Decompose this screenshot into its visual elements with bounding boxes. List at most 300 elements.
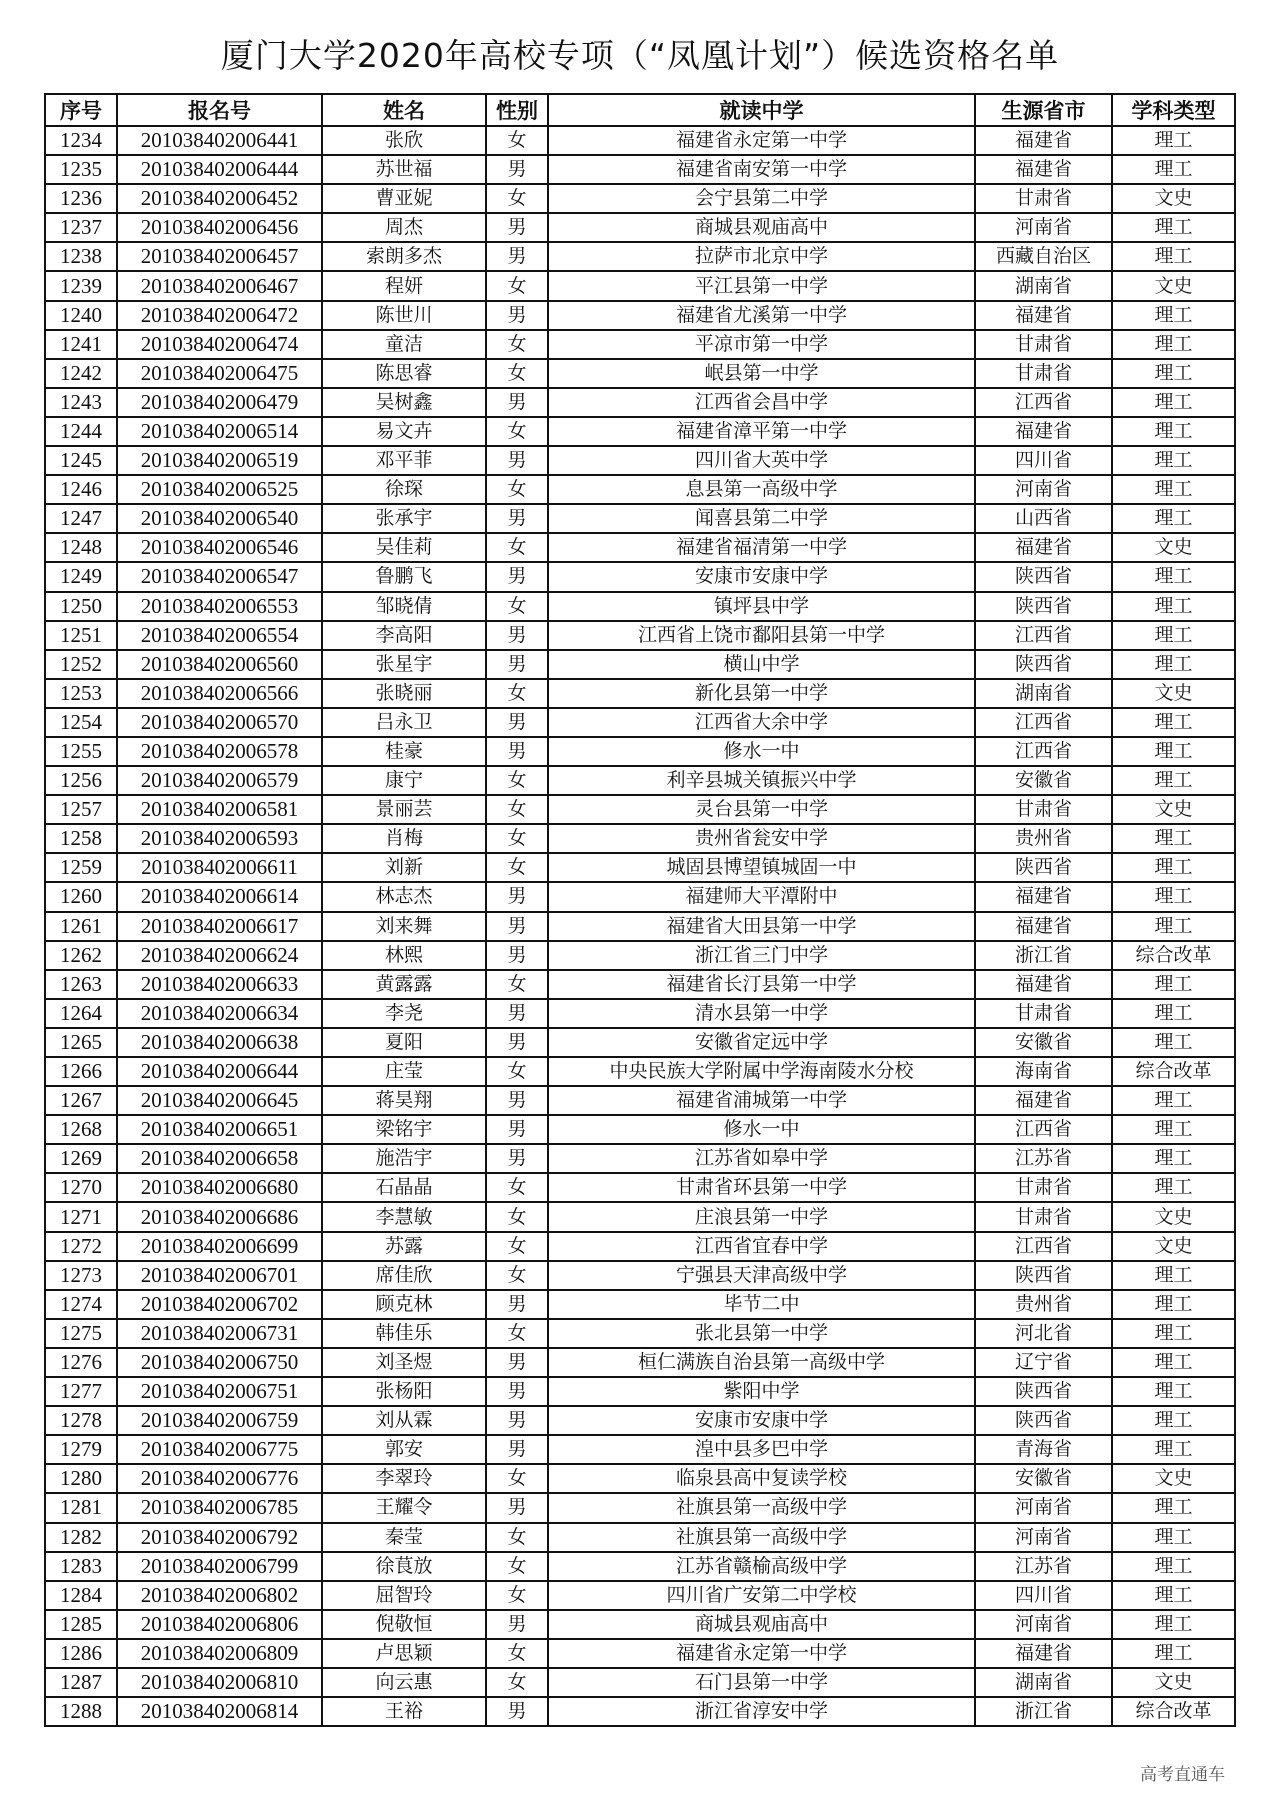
registration-no-cell: 201038402006686 (117, 1202, 322, 1231)
province-cell: 湖南省 (975, 1668, 1112, 1697)
name-cell: 童洁 (322, 330, 486, 359)
name-cell: 苏露 (322, 1232, 486, 1261)
school-cell: 江西省宜春中学 (548, 1232, 975, 1261)
subject-type-cell: 理工 (1112, 562, 1235, 591)
gender-cell: 女 (486, 184, 548, 213)
subject-type-cell: 理工 (1112, 126, 1235, 155)
seq-cell: 1283 (45, 1552, 117, 1581)
registration-no-cell: 201038402006645 (117, 1086, 322, 1115)
subject-type-cell: 理工 (1112, 155, 1235, 184)
gender-cell: 男 (486, 1115, 548, 1144)
school-cell: 岷县第一中学 (548, 359, 975, 388)
seq-cell: 1251 (45, 621, 117, 650)
seq-cell: 1281 (45, 1493, 117, 1522)
school-cell: 横山中学 (548, 650, 975, 679)
gender-cell: 男 (486, 1144, 548, 1173)
name-cell: 邹晓倩 (322, 592, 486, 621)
table-row (45, 853, 1235, 882)
seq-cell: 1276 (45, 1348, 117, 1377)
province-cell: 陕西省 (975, 1261, 1112, 1290)
subject-type-cell: 理工 (1112, 1290, 1235, 1319)
subject-type-cell: 理工 (1112, 330, 1235, 359)
subject-type-cell: 理工 (1112, 1377, 1235, 1406)
subject-type-cell: 理工 (1112, 213, 1235, 242)
school-cell: 甘肃省环县第一中学 (548, 1173, 975, 1202)
subject-type-cell: 理工 (1112, 853, 1235, 882)
name-cell: 李尧 (322, 999, 486, 1028)
registration-no-cell: 201038402006750 (117, 1348, 322, 1377)
table-row (45, 912, 1235, 941)
name-cell: 张欣 (322, 126, 486, 155)
registration-no-cell: 201038402006814 (117, 1697, 322, 1726)
seq-cell: 1273 (45, 1261, 117, 1290)
gender-cell: 女 (486, 1552, 548, 1581)
province-cell: 福建省 (975, 912, 1112, 941)
name-cell: 徐琛 (322, 475, 486, 504)
province-cell: 四川省 (975, 446, 1112, 475)
gender-cell: 女 (486, 1523, 548, 1552)
table-row (45, 1319, 1235, 1348)
gender-cell: 男 (486, 1406, 548, 1435)
school-cell: 福建省漳平第一中学 (548, 417, 975, 446)
name-cell: 桂豪 (322, 737, 486, 766)
name-cell: 李翠玲 (322, 1464, 486, 1493)
school-cell: 修水一中 (548, 1115, 975, 1144)
subject-type-cell: 理工 (1112, 359, 1235, 388)
seq-cell: 1270 (45, 1173, 117, 1202)
table-row (45, 1028, 1235, 1057)
table-row (45, 1261, 1235, 1290)
gender-cell: 女 (486, 475, 548, 504)
name-cell: 刘从霖 (322, 1406, 486, 1435)
name-cell: 景丽芸 (322, 795, 486, 824)
gender-cell: 男 (486, 882, 548, 911)
school-cell: 镇坪县中学 (548, 592, 975, 621)
school-cell: 安徽省定远中学 (548, 1028, 975, 1057)
registration-no-cell: 201038402006701 (117, 1261, 322, 1290)
header-school: 就读中学 (548, 94, 975, 126)
watermark-text: 高考直通车 (1140, 1765, 1225, 1785)
subject-type-cell: 综合改革 (1112, 1057, 1235, 1086)
province-cell: 福建省 (975, 970, 1112, 999)
gender-cell: 男 (486, 446, 548, 475)
province-cell: 河南省 (975, 1610, 1112, 1639)
registration-no-cell: 201038402006806 (117, 1610, 322, 1639)
seq-cell: 1260 (45, 882, 117, 911)
subject-type-cell: 文史 (1112, 271, 1235, 300)
name-cell: 李慧敏 (322, 1202, 486, 1231)
table-row (45, 708, 1235, 737)
gender-cell: 女 (486, 970, 548, 999)
school-cell: 毕节二中 (548, 1290, 975, 1319)
province-cell: 安徽省 (975, 766, 1112, 795)
registration-no-cell: 201038402006441 (117, 126, 322, 155)
registration-no-cell: 201038402006614 (117, 882, 322, 911)
subject-type-cell: 理工 (1112, 882, 1235, 911)
table-row (45, 504, 1235, 533)
name-cell: 陈世川 (322, 301, 486, 330)
table-row (45, 1464, 1235, 1493)
province-cell: 江西省 (975, 737, 1112, 766)
school-cell: 闻喜县第二中学 (548, 504, 975, 533)
table-row (45, 1493, 1235, 1522)
name-cell: 黄露露 (322, 970, 486, 999)
table-row (45, 1144, 1235, 1173)
table-row (45, 388, 1235, 417)
registration-no-cell: 201038402006809 (117, 1639, 322, 1668)
registration-no-cell: 201038402006624 (117, 941, 322, 970)
subject-type-cell: 理工 (1112, 766, 1235, 795)
gender-cell: 女 (486, 417, 548, 446)
registration-no-cell: 201038402006702 (117, 1290, 322, 1319)
subject-type-cell: 理工 (1112, 242, 1235, 271)
province-cell: 贵州省 (975, 824, 1112, 853)
seq-cell: 1266 (45, 1057, 117, 1086)
subject-type-cell: 理工 (1112, 388, 1235, 417)
table-row (45, 737, 1235, 766)
name-cell: 吴树鑫 (322, 388, 486, 417)
gender-cell: 男 (486, 562, 548, 591)
gender-cell: 男 (486, 1086, 548, 1115)
name-cell: 韩佳乐 (322, 1319, 486, 1348)
registration-no-cell: 201038402006799 (117, 1552, 322, 1581)
seq-cell: 1277 (45, 1377, 117, 1406)
province-cell: 湖南省 (975, 679, 1112, 708)
seq-cell: 1272 (45, 1232, 117, 1261)
province-cell: 江苏省 (975, 1144, 1112, 1173)
registration-no-cell: 201038402006759 (117, 1406, 322, 1435)
gender-cell: 男 (486, 1028, 548, 1057)
school-cell: 江西省上饶市鄱阳县第一中学 (548, 621, 975, 650)
province-cell: 浙江省 (975, 1697, 1112, 1726)
table-row (45, 766, 1235, 795)
subject-type-cell: 文史 (1112, 533, 1235, 562)
name-cell: 夏阳 (322, 1028, 486, 1057)
seq-cell: 1254 (45, 708, 117, 737)
school-cell: 拉萨市北京中学 (548, 242, 975, 271)
province-cell: 浙江省 (975, 941, 1112, 970)
registration-no-cell: 201038402006444 (117, 155, 322, 184)
table-row (45, 795, 1235, 824)
table-row (45, 1173, 1235, 1202)
seq-cell: 1269 (45, 1144, 117, 1173)
gender-cell: 男 (486, 301, 548, 330)
registration-no-cell: 201038402006638 (117, 1028, 322, 1057)
subject-type-cell: 理工 (1112, 1639, 1235, 1668)
gender-cell: 女 (486, 1232, 548, 1261)
registration-no-cell: 201038402006651 (117, 1115, 322, 1144)
school-cell: 江苏省如皋中学 (548, 1144, 975, 1173)
name-cell: 石晶晶 (322, 1173, 486, 1202)
province-cell: 甘肃省 (975, 184, 1112, 213)
subject-type-cell: 理工 (1112, 1610, 1235, 1639)
school-cell: 福建师大平潭附中 (548, 882, 975, 911)
province-cell: 陕西省 (975, 650, 1112, 679)
subject-type-cell: 理工 (1112, 1552, 1235, 1581)
province-cell: 福建省 (975, 417, 1112, 446)
seq-cell: 1262 (45, 941, 117, 970)
name-cell: 林志杰 (322, 882, 486, 911)
subject-type-cell: 理工 (1112, 1144, 1235, 1173)
subject-type-cell: 理工 (1112, 1115, 1235, 1144)
table-row (45, 941, 1235, 970)
registration-no-cell: 201038402006775 (117, 1435, 322, 1464)
name-cell: 康宁 (322, 766, 486, 795)
subject-type-cell: 文史 (1112, 679, 1235, 708)
gender-cell: 男 (486, 213, 548, 242)
name-cell: 张承宇 (322, 504, 486, 533)
registration-no-cell: 201038402006560 (117, 650, 322, 679)
name-cell: 刘圣煜 (322, 1348, 486, 1377)
name-cell: 庄莹 (322, 1057, 486, 1086)
gender-cell: 女 (486, 853, 548, 882)
province-cell: 江西省 (975, 1115, 1112, 1144)
subject-type-cell: 理工 (1112, 650, 1235, 679)
province-cell: 西藏自治区 (975, 242, 1112, 271)
subject-type-cell: 理工 (1112, 1173, 1235, 1202)
gender-cell: 男 (486, 1377, 548, 1406)
name-cell: 刘新 (322, 853, 486, 882)
table-row (45, 242, 1235, 271)
seq-cell: 1279 (45, 1435, 117, 1464)
table-row (45, 679, 1235, 708)
province-cell: 陕西省 (975, 592, 1112, 621)
subject-type-cell: 理工 (1112, 1086, 1235, 1115)
registration-no-cell: 201038402006634 (117, 999, 322, 1028)
subject-type-cell: 理工 (1112, 475, 1235, 504)
table-row (45, 1552, 1235, 1581)
province-cell: 甘肃省 (975, 1202, 1112, 1231)
province-cell: 辽宁省 (975, 1348, 1112, 1377)
header-registration-no: 报名号 (117, 94, 322, 126)
province-cell: 陕西省 (975, 853, 1112, 882)
school-cell: 商城县观庙高中 (548, 1610, 975, 1639)
seq-cell: 1253 (45, 679, 117, 708)
province-cell: 陕西省 (975, 1377, 1112, 1406)
province-cell: 甘肃省 (975, 1173, 1112, 1202)
province-cell: 陕西省 (975, 1406, 1112, 1435)
subject-type-cell: 理工 (1112, 592, 1235, 621)
province-cell: 河南省 (975, 213, 1112, 242)
registration-no-cell: 201038402006579 (117, 766, 322, 795)
subject-type-cell: 理工 (1112, 1261, 1235, 1290)
name-cell: 曹亚妮 (322, 184, 486, 213)
province-cell: 湖南省 (975, 271, 1112, 300)
province-cell: 福建省 (975, 533, 1112, 562)
table-row (45, 126, 1235, 155)
subject-type-cell: 理工 (1112, 446, 1235, 475)
name-cell: 顾克林 (322, 1290, 486, 1319)
gender-cell: 男 (486, 1290, 548, 1319)
province-cell: 江西省 (975, 1232, 1112, 1261)
table-row (45, 533, 1235, 562)
table-row (45, 417, 1235, 446)
seq-cell: 1234 (45, 126, 117, 155)
registration-no-cell: 201038402006581 (117, 795, 322, 824)
gender-cell: 女 (486, 1581, 548, 1610)
name-cell: 刘来舞 (322, 912, 486, 941)
seq-cell: 1245 (45, 446, 117, 475)
table-row (45, 1610, 1235, 1639)
registration-no-cell: 201038402006456 (117, 213, 322, 242)
name-cell: 席佳欣 (322, 1261, 486, 1290)
school-cell: 江苏省赣榆高级中学 (548, 1552, 975, 1581)
registration-no-cell: 201038402006546 (117, 533, 322, 562)
province-cell: 安徽省 (975, 1464, 1112, 1493)
subject-type-cell: 文史 (1112, 1232, 1235, 1261)
table-row (45, 1668, 1235, 1697)
seq-cell: 1285 (45, 1610, 117, 1639)
registration-no-cell: 201038402006658 (117, 1144, 322, 1173)
name-cell: 梁铭宇 (322, 1115, 486, 1144)
table-row (45, 1581, 1235, 1610)
gender-cell: 女 (486, 1057, 548, 1086)
registration-no-cell: 201038402006810 (117, 1668, 322, 1697)
seq-cell: 1239 (45, 271, 117, 300)
subject-type-cell: 理工 (1112, 504, 1235, 533)
registration-no-cell: 201038402006644 (117, 1057, 322, 1086)
school-cell: 平凉市第一中学 (548, 330, 975, 359)
province-cell: 甘肃省 (975, 999, 1112, 1028)
name-cell: 王耀令 (322, 1493, 486, 1522)
name-cell: 易文卉 (322, 417, 486, 446)
registration-no-cell: 201038402006611 (117, 853, 322, 882)
table-row (45, 1435, 1235, 1464)
gender-cell: 女 (486, 359, 548, 388)
seq-cell: 1258 (45, 824, 117, 853)
subject-type-cell: 理工 (1112, 621, 1235, 650)
subject-type-cell: 理工 (1112, 417, 1235, 446)
name-cell: 卢思颖 (322, 1639, 486, 1668)
school-cell: 安康市安康中学 (548, 562, 975, 591)
province-cell: 福建省 (975, 301, 1112, 330)
registration-no-cell: 201038402006751 (117, 1377, 322, 1406)
school-cell: 浙江省三门中学 (548, 941, 975, 970)
province-cell: 四川省 (975, 1581, 1112, 1610)
registration-no-cell: 201038402006514 (117, 417, 322, 446)
school-cell: 清水县第一中学 (548, 999, 975, 1028)
table-row (45, 155, 1235, 184)
registration-no-cell: 201038402006479 (117, 388, 322, 417)
name-cell: 倪敬恒 (322, 1610, 486, 1639)
school-cell: 城固县博望镇城固一中 (548, 853, 975, 882)
table-row (45, 1202, 1235, 1231)
gender-cell: 女 (486, 1464, 548, 1493)
name-cell: 李高阳 (322, 621, 486, 650)
registration-no-cell: 201038402006519 (117, 446, 322, 475)
name-cell: 屈智玲 (322, 1581, 486, 1610)
school-cell: 安康市安康中学 (548, 1406, 975, 1435)
name-cell: 索朗多杰 (322, 242, 486, 271)
table-row (45, 882, 1235, 911)
gender-cell: 男 (486, 388, 548, 417)
gender-cell: 女 (486, 271, 548, 300)
school-cell: 会宁县第二中学 (548, 184, 975, 213)
subject-type-cell: 理工 (1112, 912, 1235, 941)
table-row (45, 1086, 1235, 1115)
school-cell: 四川省大英中学 (548, 446, 975, 475)
gender-cell: 男 (486, 708, 548, 737)
gender-cell: 男 (486, 621, 548, 650)
seq-cell: 1235 (45, 155, 117, 184)
table-row (45, 1232, 1235, 1261)
province-cell: 河南省 (975, 475, 1112, 504)
province-cell: 陕西省 (975, 562, 1112, 591)
table-row (45, 562, 1235, 591)
name-cell: 肖梅 (322, 824, 486, 853)
registration-no-cell: 201038402006785 (117, 1493, 322, 1522)
province-cell: 江西省 (975, 388, 1112, 417)
province-cell: 甘肃省 (975, 330, 1112, 359)
subject-type-cell: 理工 (1112, 1523, 1235, 1552)
gender-cell: 男 (486, 242, 548, 271)
subject-type-cell: 理工 (1112, 824, 1235, 853)
school-cell: 息县第一高级中学 (548, 475, 975, 504)
school-cell: 社旗县第一高级中学 (548, 1493, 975, 1522)
name-cell: 秦莹 (322, 1523, 486, 1552)
seq-cell: 1243 (45, 388, 117, 417)
seq-cell: 1241 (45, 330, 117, 359)
name-cell: 邓平菲 (322, 446, 486, 475)
header-subject-type: 学科类型 (1112, 94, 1235, 126)
seq-cell: 1242 (45, 359, 117, 388)
seq-cell: 1259 (45, 853, 117, 882)
seq-cell: 1255 (45, 737, 117, 766)
seq-cell: 1265 (45, 1028, 117, 1057)
name-cell: 郭安 (322, 1435, 486, 1464)
seq-cell: 1237 (45, 213, 117, 242)
seq-cell: 1268 (45, 1115, 117, 1144)
name-cell: 程妍 (322, 271, 486, 300)
seq-cell: 1248 (45, 533, 117, 562)
table-row (45, 446, 1235, 475)
gender-cell: 男 (486, 737, 548, 766)
province-cell: 福建省 (975, 155, 1112, 184)
registration-no-cell: 201038402006776 (117, 1464, 322, 1493)
gender-cell: 女 (486, 1639, 548, 1668)
subject-type-cell: 理工 (1112, 999, 1235, 1028)
subject-type-cell: 理工 (1112, 1406, 1235, 1435)
name-cell: 张杨阳 (322, 1377, 486, 1406)
seq-cell: 1275 (45, 1319, 117, 1348)
table-row (45, 1523, 1235, 1552)
table-header-row (45, 94, 1235, 126)
registration-no-cell: 201038402006547 (117, 562, 322, 591)
province-cell: 贵州省 (975, 1290, 1112, 1319)
school-cell: 福建省浦城第一中学 (548, 1086, 975, 1115)
gender-cell: 女 (486, 1261, 548, 1290)
table-row (45, 359, 1235, 388)
gender-cell: 女 (486, 824, 548, 853)
province-cell: 江西省 (975, 708, 1112, 737)
seq-cell: 1274 (45, 1290, 117, 1319)
gender-cell: 男 (486, 999, 548, 1028)
gender-cell: 男 (486, 1348, 548, 1377)
seq-cell: 1257 (45, 795, 117, 824)
name-cell: 徐茛放 (322, 1552, 486, 1581)
subject-type-cell: 文史 (1112, 795, 1235, 824)
school-cell: 临泉县高中复读学校 (548, 1464, 975, 1493)
school-cell: 江西省大余中学 (548, 708, 975, 737)
school-cell: 平江县第一中学 (548, 271, 975, 300)
subject-type-cell: 理工 (1112, 737, 1235, 766)
name-cell: 向云惠 (322, 1668, 486, 1697)
school-cell: 桓仁满族自治县第一高级中学 (548, 1348, 975, 1377)
seq-cell: 1250 (45, 592, 117, 621)
gender-cell: 女 (486, 126, 548, 155)
gender-cell: 女 (486, 679, 548, 708)
school-cell: 庄浪县第一中学 (548, 1202, 975, 1231)
